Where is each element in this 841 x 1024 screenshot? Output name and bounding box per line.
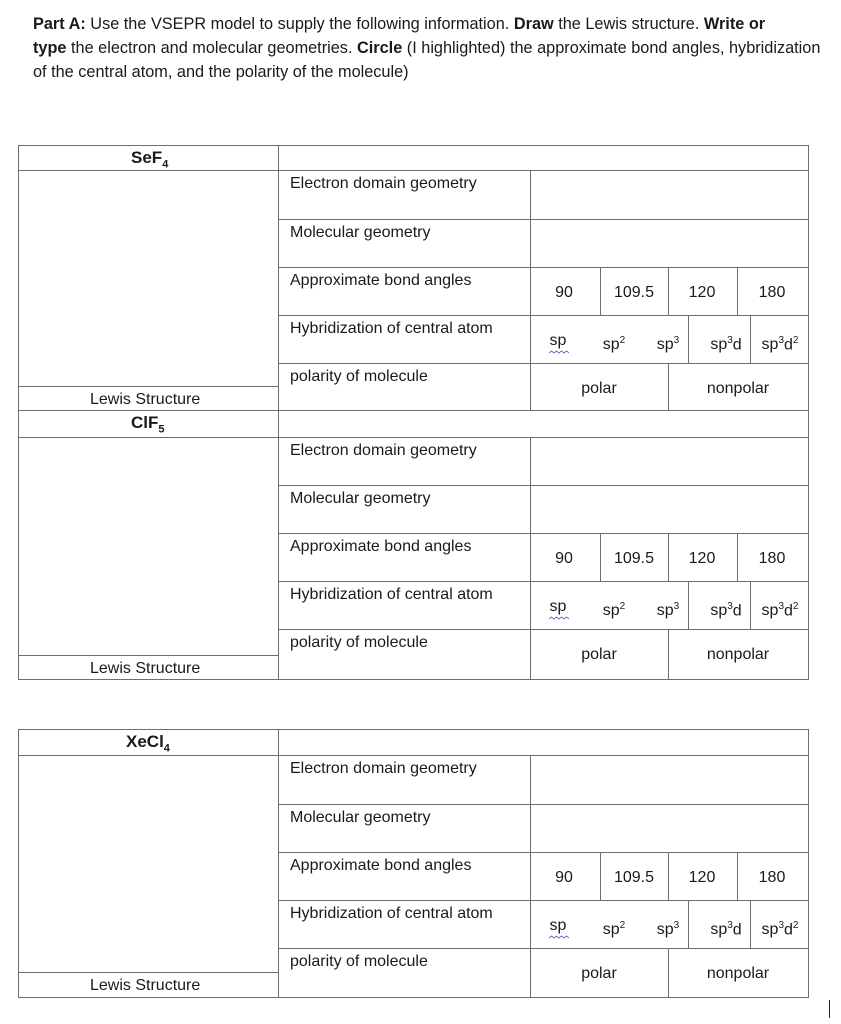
hybridization-option[interactable]: $sp^2$ [602,335,626,354]
table-right-border [808,145,809,411]
text-cursor [829,1000,830,1018]
hybridization-option[interactable]: $sp^3$ [656,920,680,939]
row-label: Electron domain geometry [290,760,477,777]
instructions: Part A: Use the VSEPR model to supply the following information. Draw the Lewis structure. Write or type the electron and molecular geometries. Circle (I highlighted) the approximate bond angles, hybridization of the central atom, and the polarity of the molecule) [33,15,821,81]
row-label: Hybridization of central atom [290,905,493,922]
bond-angle-option[interactable]: 120 [688,284,716,301]
electron-geometry-input[interactable] [532,757,806,803]
table-left-border [18,410,19,680]
bond-angle-option[interactable]: 120 [688,550,716,567]
row-label: polarity of molecule [290,953,428,970]
hybridization-option[interactable]: sp [518,598,598,616]
spelling-squiggle [549,616,569,620]
row-label: Molecular geometry [290,490,431,507]
row-label: Molecular geometry [290,809,431,826]
polarity-option[interactable]: polar [581,380,617,397]
spelling-squiggle [549,935,569,939]
column-divider [278,729,279,998]
bond-angle-option[interactable]: 109.5 [613,550,655,567]
hybridization-option[interactable]: $sp^3d^2$ [761,335,799,354]
row-divider [278,363,809,364]
table-left-border [18,729,19,998]
row-divider [278,629,809,630]
bond-angle-option[interactable]: 90 [555,869,573,886]
polarity-option[interactable]: nonpolar [706,380,770,397]
row-divider [278,485,809,486]
table-top-border [18,145,809,146]
hybridization-option[interactable]: $sp^2$ [602,920,626,939]
part-label: Part A: [33,15,86,33]
molecule-formula: XeCl$_4$ [126,732,170,755]
row-divider [278,804,809,805]
electron-geometry-input[interactable] [532,172,806,218]
lewis-structure-area[interactable] [20,757,276,971]
bond-angle-option[interactable]: 90 [555,284,573,301]
table-bottom-border [18,997,809,998]
bond-angle-option[interactable]: 109.5 [613,869,655,886]
column-divider [278,410,279,680]
molecular-geometry-input[interactable] [532,487,806,532]
molecular-geometry-input[interactable] [532,221,806,266]
row-label: Approximate bond angles [290,857,472,874]
lewis-label-divider [18,386,279,387]
row-label: Approximate bond angles [290,272,472,289]
table-top-border [18,410,809,411]
hybridization-option[interactable]: $sp^3d$ [710,920,742,939]
bond-angle-option[interactable]: 180 [758,550,786,567]
row-label: polarity of molecule [290,368,428,385]
row-label: polarity of molecule [290,634,428,651]
header-divider [18,755,279,756]
table-right-border [808,729,809,998]
hybridization-option[interactable]: $sp^2$ [602,601,626,620]
hybridization-option[interactable]: $sp^3d^2$ [761,920,799,939]
bond-angle-option[interactable]: 180 [758,869,786,886]
polarity-option[interactable]: polar [581,646,617,663]
table-right-border [808,410,809,680]
row-label: Electron domain geometry [290,175,477,192]
row-label: Electron domain geometry [290,442,477,459]
row-divider [278,581,809,582]
electron-geometry-input[interactable] [532,439,806,484]
table-left-border [18,145,19,411]
column-divider [278,145,279,411]
row-label: Molecular geometry [290,224,431,241]
header-divider [278,755,809,756]
polarity-separator [668,363,669,411]
hybridization-option[interactable]: sp [518,917,598,935]
row-divider [278,852,809,853]
header-divider [18,437,279,438]
spelling-squiggle [549,350,569,354]
bond-angle-option[interactable]: 109.5 [613,284,655,301]
polarity-option[interactable]: polar [581,965,617,982]
lewis-structure-area[interactable] [20,439,276,654]
bond-angle-option[interactable]: 90 [555,550,573,567]
bond-angle-option[interactable]: 180 [758,284,786,301]
polarity-option[interactable]: nonpolar [706,646,770,663]
row-divider [278,900,809,901]
table-bottom-border [18,679,809,680]
row-divider [278,948,809,949]
lewis-structure-label: Lewis Structure [90,660,201,677]
row-divider [278,267,809,268]
row-label: Hybridization of central atom [290,586,493,603]
polarity-separator [668,948,669,998]
hybridization-option[interactable]: $sp^3$ [656,335,680,354]
row-divider [278,219,809,220]
header-divider [278,170,809,171]
molecular-geometry-input[interactable] [532,806,806,851]
bond-angle-option[interactable]: 120 [688,869,716,886]
row-label: Hybridization of central atom [290,320,493,337]
hybridization-option[interactable]: sp [518,332,598,350]
polarity-separator [668,629,669,680]
lewis-structure-area[interactable] [20,172,276,385]
table-top-border [18,729,809,730]
row-divider [278,533,809,534]
hybridization-option[interactable]: $sp^3$ [656,601,680,620]
molecule-formula: SeF$_4$ [131,148,169,171]
lewis-structure-label: Lewis Structure [90,977,201,994]
lewis-structure-label: Lewis Structure [90,391,201,408]
header-divider [278,437,809,438]
row-label: Approximate bond angles [290,538,472,555]
lewis-label-divider [18,972,279,973]
hybridization-option[interactable]: $sp^3d^2$ [761,601,799,620]
molecule-formula: ClF$_5$ [131,413,165,436]
row-divider [278,315,809,316]
hybridization-option[interactable]: $sp^3d$ [710,601,742,620]
hybridization-option[interactable]: $sp^3d$ [710,335,742,354]
polarity-option[interactable]: nonpolar [706,965,770,982]
lewis-label-divider [18,655,279,656]
